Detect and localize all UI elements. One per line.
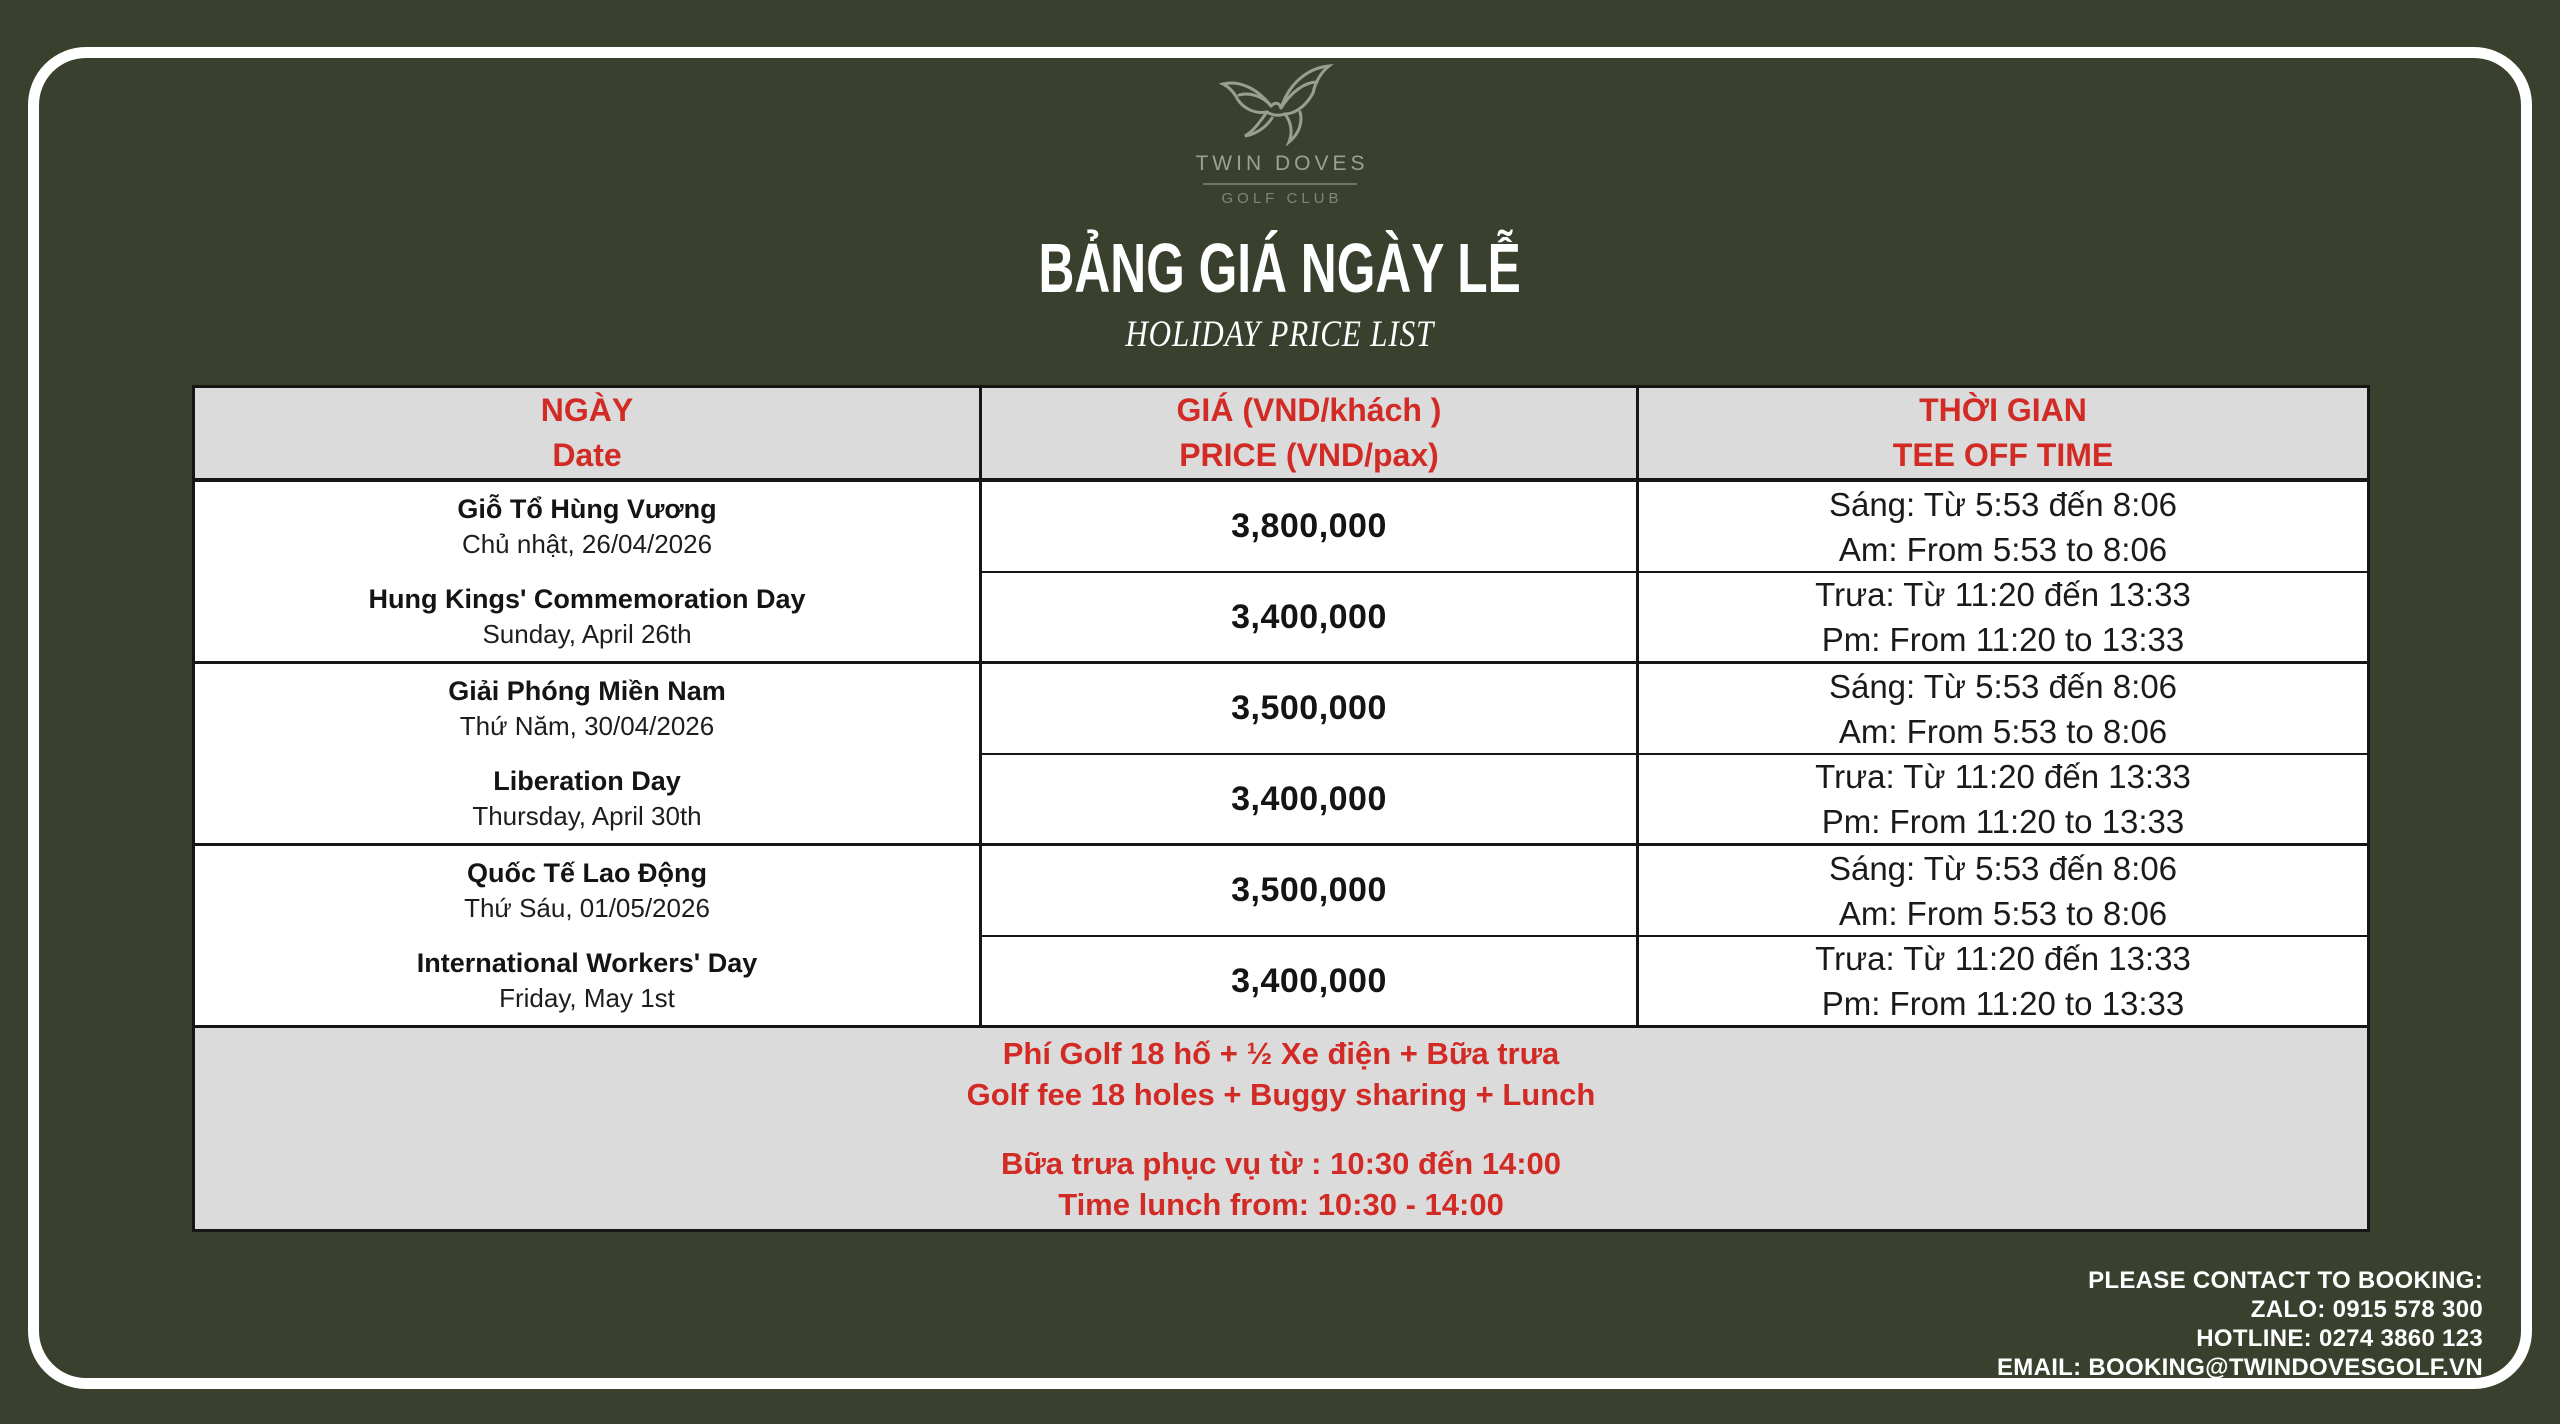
teeoff-vi: Sáng: Từ 5:53 đến 8:06: [1828, 667, 2178, 705]
page-title: [940, 231, 1619, 305]
teeoff-cell: [1639, 573, 2367, 664]
holiday-name-vi: Quốc Tế Lao Động: [467, 858, 707, 889]
teeoff-en: Am: From 5:53 to 8:06: [1838, 530, 2168, 568]
booking-contact: [1997, 1266, 2483, 1382]
brand-name: TWIN DOVES: [1195, 152, 1369, 175]
price-cell: 3,500,000: [982, 846, 1639, 937]
holiday-date-vi: Thứ Năm, 30/04/2026: [459, 711, 715, 742]
lunch-notice-vi: Bữa trưa phục vụ từ : 10:30 đến 14:00: [1000, 1145, 1562, 1181]
column-header-teeoff-vi: THỜI GIAN: [1919, 392, 2087, 428]
holiday-date-vi: Thứ Sáu, 01/05/2026: [464, 893, 710, 924]
column-header-teeoff-en: TEE OFF TIME: [1892, 437, 2114, 473]
poster-header: [0, 60, 2560, 356]
teeoff-cell: [1639, 937, 2367, 1028]
holiday-date-en: Friday, May 1st: [499, 982, 675, 1013]
holiday-vi-block: [215, 846, 959, 936]
contact-email: EMAIL: BOOKING@TWINDOVESGOLF.VN: [1996, 1354, 2483, 1381]
holiday-name-vi: Giải Phóng Miền Nam: [448, 676, 726, 707]
fee-notice: [195, 1028, 2367, 1229]
contact-zalo: ZALO: 0915 578 300: [2250, 1296, 2483, 1323]
holiday-name-en: Liberation Day: [493, 765, 681, 796]
holiday-en-block: [215, 572, 959, 662]
teeoff-cell: [1639, 846, 2367, 937]
teeoff-cell: [1639, 755, 2367, 846]
price-cell: 3,400,000: [982, 573, 1639, 664]
teeoff-vi: Sáng: Từ 5:53 đến 8:06: [1828, 849, 2178, 887]
page-title-text: BẢNG GIÁ NGÀY LỄ: [1038, 229, 1522, 307]
holiday-cell-liberation-day: [195, 664, 982, 846]
holiday-date-en: Sunday, April 26th: [482, 618, 692, 649]
price-cell: 3,500,000: [982, 664, 1639, 755]
teeoff-en: Am: From 5:53 to 8:06: [1838, 894, 2168, 932]
column-header-teeoff: [1639, 388, 2367, 482]
brand-tagline: GOLF CLUB: [1221, 190, 1343, 207]
column-header-price-en: PRICE (VND/pax): [1179, 437, 1439, 473]
holiday-cell-hung-kings: [195, 482, 982, 664]
holiday-en-block: [215, 754, 959, 844]
teeoff-en: Pm: From 11:20 to 13:33: [1821, 803, 2185, 840]
column-header-price-vi: GIÁ (VND/khách ): [1176, 392, 1442, 428]
brand-divider: [1203, 183, 1357, 185]
column-header-date: [195, 388, 982, 482]
contact-hotline: HOTLINE: 0274 3860 123: [2196, 1325, 2483, 1352]
holiday-date-en: Thursday, April 30th: [472, 800, 702, 831]
fee-notice-vi: Phí Golf 18 hố + ½ Xe điện + Bữa trưa: [1002, 1035, 1560, 1071]
column-header-date-en: Date: [552, 437, 622, 473]
holiday-en-block: [215, 936, 959, 1026]
holiday-name-en: Hung Kings' Commemoration Day: [368, 583, 806, 614]
price-table: [192, 385, 2370, 1232]
contact-heading: PLEASE CONTACT TO BOOKING:: [2088, 1267, 2483, 1294]
holiday-vi-block: [215, 664, 959, 754]
teeoff-vi: Trưa: Từ 11:20 đến 13:33: [1815, 940, 2191, 977]
teeoff-en: Am: From 5:53 to 8:06: [1838, 712, 2168, 750]
holiday-cell-workers-day: [195, 846, 982, 1028]
lunch-notice-en: Time lunch from: 10:30 - 14:00: [1058, 1186, 1504, 1222]
column-header-date-vi: NGÀY: [540, 392, 634, 428]
fee-notice-en: Golf fee 18 holes + Buggy sharing + Lunch: [966, 1076, 1596, 1112]
teeoff-vi: Trưa: Từ 11:20 đến 13:33: [1815, 758, 2191, 795]
teeoff-cell: [1639, 482, 2367, 573]
holiday-name-en: International Workers' Day: [416, 947, 758, 978]
teeoff-en: Pm: From 11:20 to 13:33: [1821, 621, 2185, 658]
price-cell: 3,800,000: [982, 482, 1639, 573]
teeoff-en: Pm: From 11:20 to 13:33: [1821, 985, 2185, 1022]
holiday-date-vi: Chủ nhật, 26/04/2026: [461, 529, 713, 560]
twin-doves-icon: [1205, 60, 1355, 146]
teeoff-vi: Trưa: Từ 11:20 đến 13:33: [1815, 576, 2191, 613]
teeoff-vi: Sáng: Từ 5:53 đến 8:06: [1828, 485, 2178, 523]
page-subtitle: HOLIDAY PRICE LIST: [1125, 314, 1435, 355]
holiday-name-vi: Giỗ Tổ Hùng Vương: [457, 494, 717, 525]
price-cell: 3,400,000: [982, 937, 1639, 1028]
price-cell: 3,400,000: [982, 755, 1639, 846]
holiday-vi-block: [215, 482, 959, 572]
column-header-price: [982, 388, 1639, 482]
teeoff-cell: [1639, 664, 2367, 755]
